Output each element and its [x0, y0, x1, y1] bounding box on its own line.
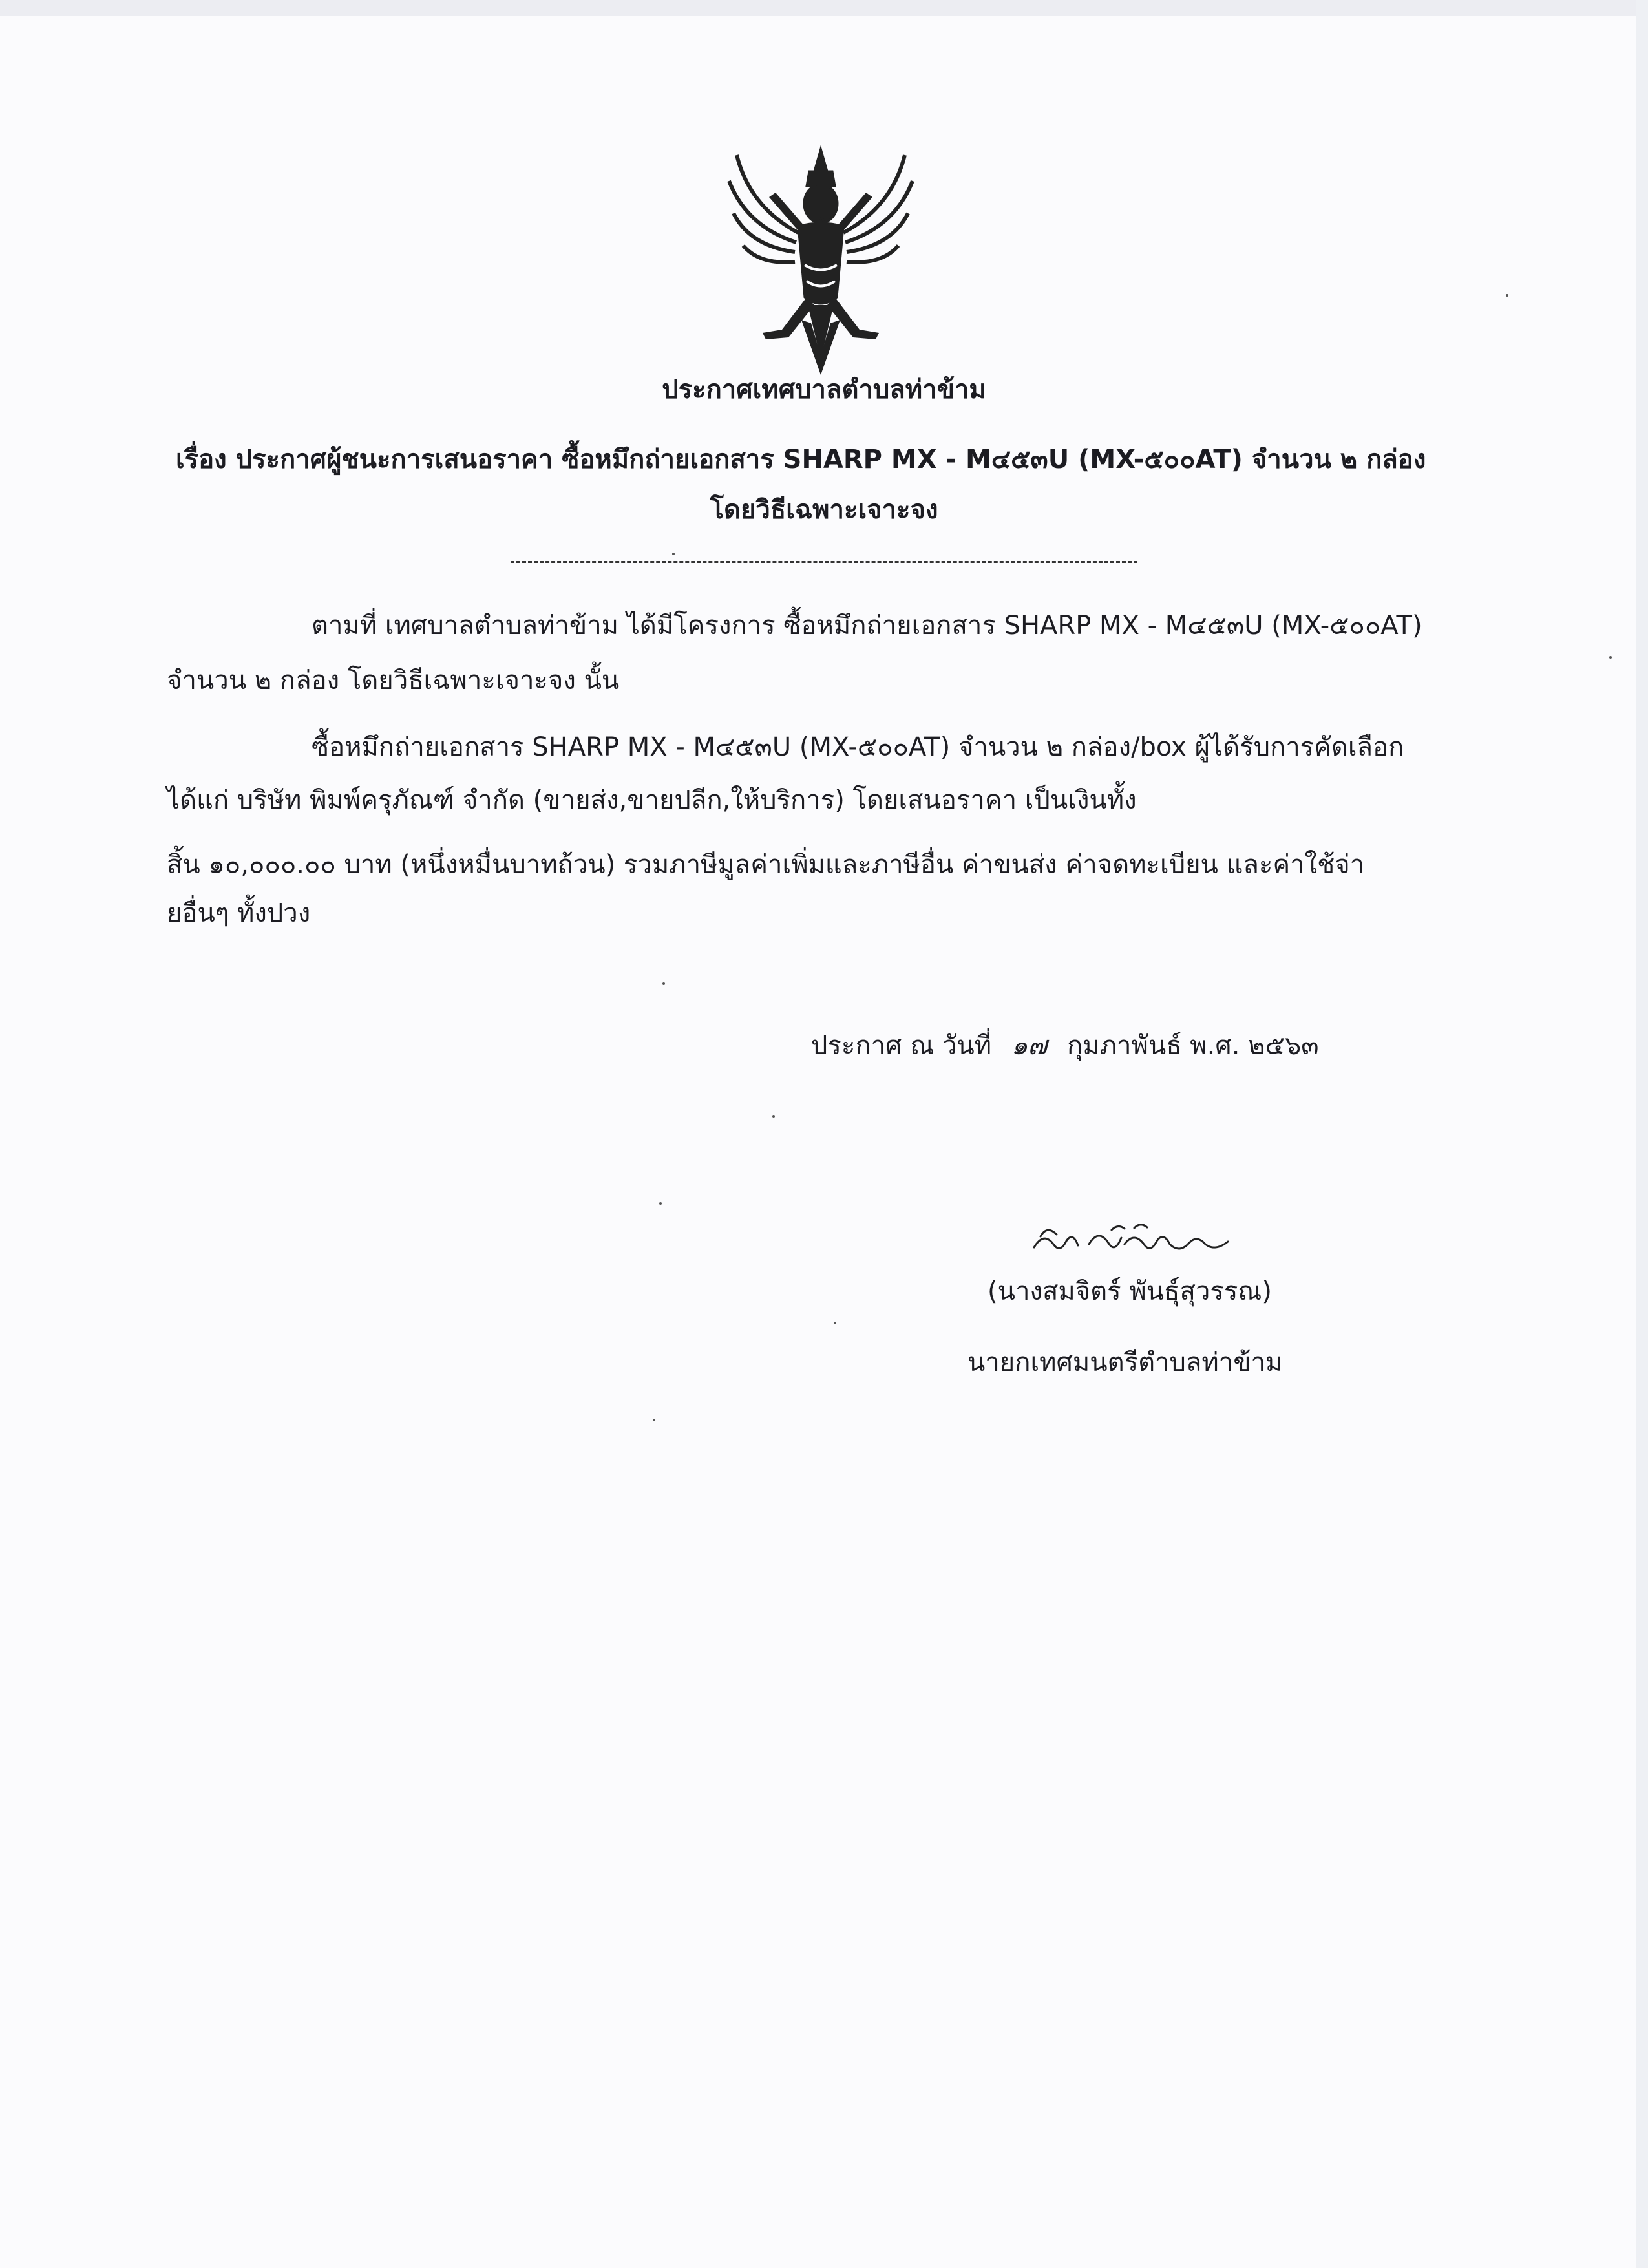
subject-line-2: โดยวิธีเฉพาะเจาะจง: [710, 495, 938, 525]
scan-speck: [1506, 294, 1508, 297]
scan-edge-top: [0, 0, 1648, 16]
announcement-date: [811, 1028, 1319, 1064]
scan-speck: [1609, 656, 1612, 659]
date-day: ๑๗: [1011, 1031, 1048, 1061]
garuda-emblem-icon: [724, 136, 918, 381]
handwritten-signature: [1028, 1218, 1241, 1264]
date-prefix: ประกาศ ณ วันที่: [811, 1031, 992, 1061]
scan-speck: [772, 1115, 775, 1118]
paragraph-2-line-4: ยอื่นๆ ทั้งปวง: [167, 898, 311, 928]
paragraph-1-line-1: ตามที่ เทศบาลตำบลท่าข้าม ได้มีโครงการ ซื้อหมึกถ่ายเอกสาร SHARP MX - M๔๕๓U (MX-๕๐๐AT): [312, 611, 1422, 641]
paragraph-2-line-1: ซื้อหมึกถ่ายเอกสาร SHARP MX - M๔๕๓U (MX-๕๐๐AT) จำนวน ๒ กล่อง/box ผู้ได้รับการคัดเลือก: [312, 732, 1404, 762]
separator-dashes: [511, 561, 1137, 563]
page-title: ประกาศเทศบาลตำบลท่าข้าม: [662, 375, 986, 405]
paragraph-2-line-3: สิ้น ๑๐,๐๐๐.๐๐ บาท (หนึ่งหมื่นบาทถ้วน) รวมภาษีมูลค่าเพิ่มและภาษีอื่น ค่าขนส่ง ค่าจดทะเบียน และค่าใช้จ่า: [167, 850, 1365, 880]
signatory-title: นายกเทศมนตรีตำบลท่าข้าม: [967, 1348, 1283, 1377]
signatory-name: (นางสมจิตร์ พันธุ์สุวรรณ): [988, 1277, 1273, 1306]
scan-speck: [662, 982, 665, 985]
scan-edge-right: [1636, 0, 1648, 2268]
paragraph-2-line-2: ได้แก่ บริษัท พิมพ์ครุภัณฑ์ จำกัด (ขายส่ง,ขายปลีก,ให้บริการ) โดยเสนอราคา เป็นเงินทั้ง: [167, 785, 1137, 815]
paragraph-1-line-2: จำนวน ๒ กล่อง โดยวิธีเฉพาะเจาะจง นั้น: [167, 666, 620, 695]
date-month-year: กุมภาพันธ์ พ.ศ. ๒๕๖๓: [1067, 1031, 1319, 1061]
scan-speck: [672, 553, 675, 555]
scan-speck: [834, 1322, 836, 1324]
scan-speck: [653, 1419, 655, 1421]
scan-speck: [659, 1202, 662, 1205]
subject-line-1: เรื่อง ประกาศผู้ชนะการเสนอราคา ซื้อหมึกถ่ายเอกสาร SHARP MX - M๔๕๓U (MX-๕๐๐AT) จำนวน ๒ กล่อง: [176, 445, 1426, 474]
